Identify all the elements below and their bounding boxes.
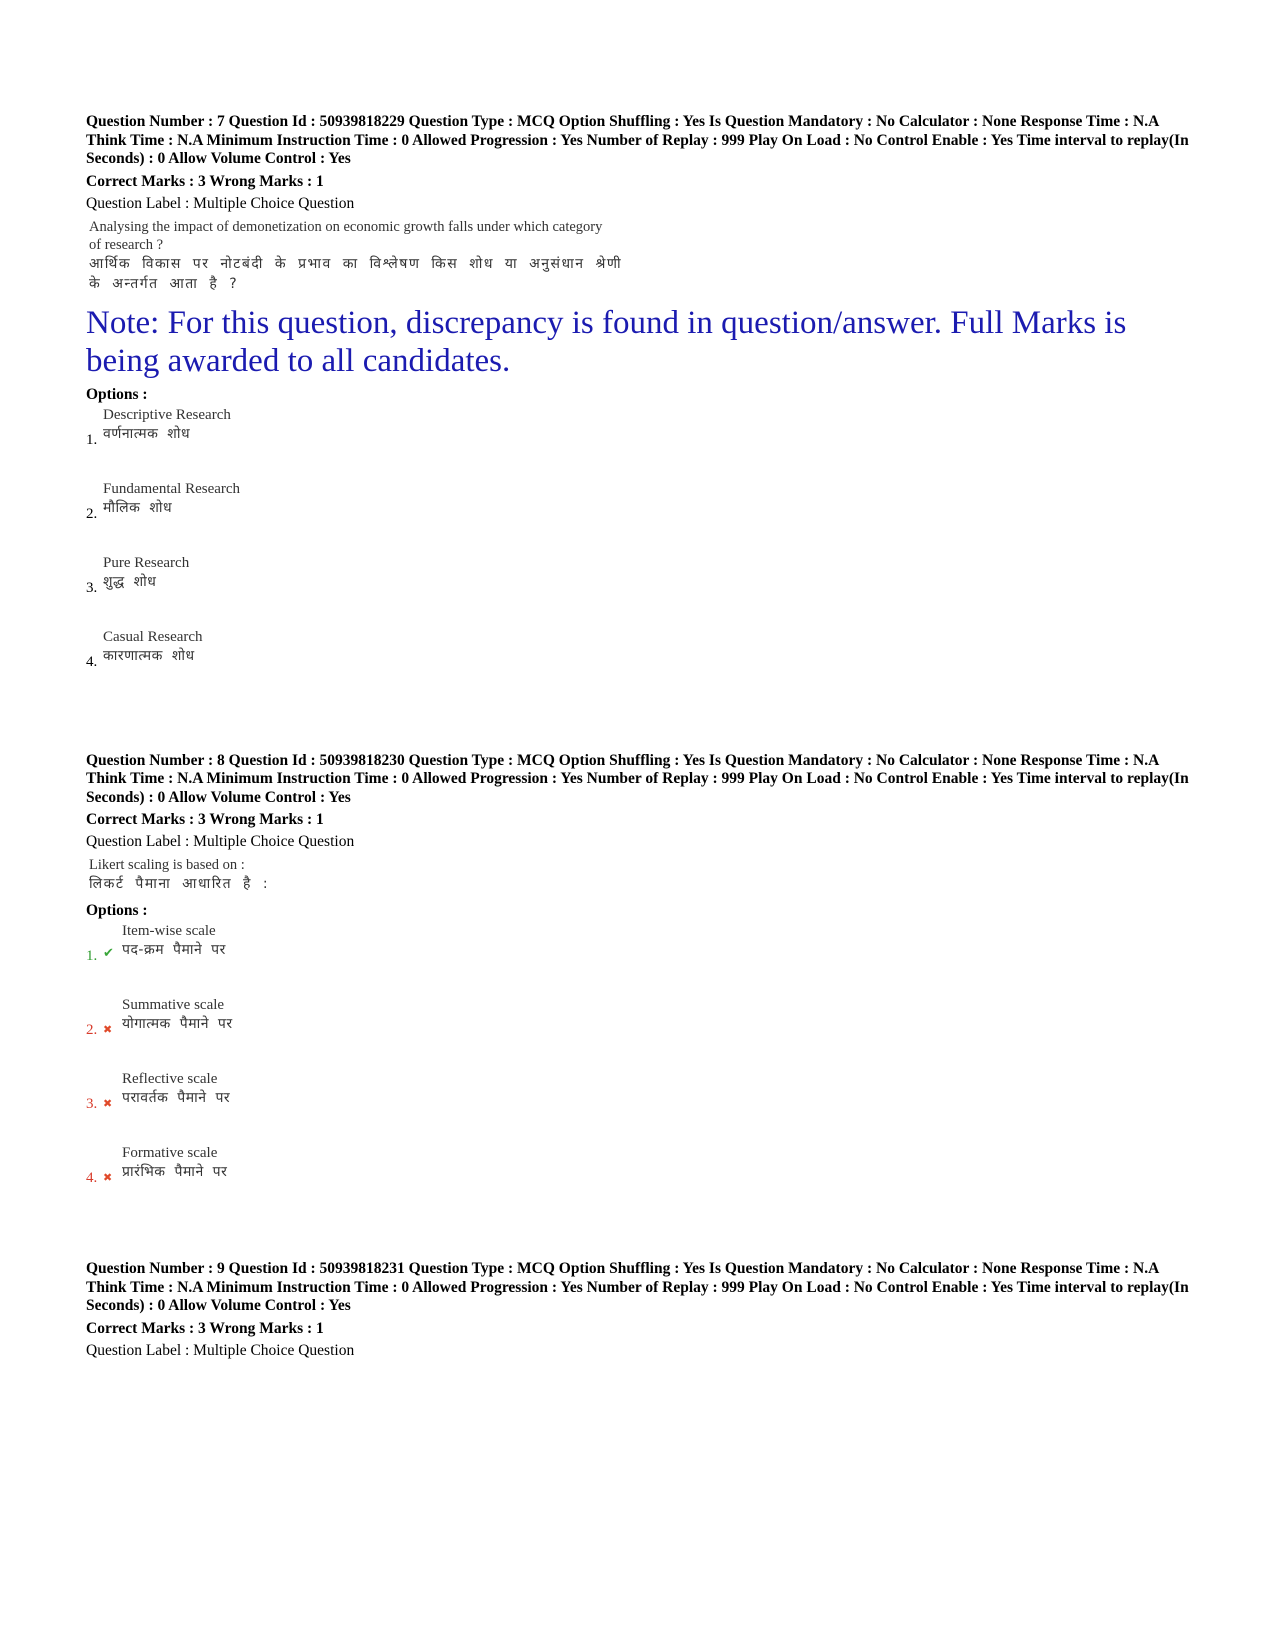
question-label: Question Label : Multiple Choice Question [86, 194, 355, 212]
option-hindi: वर्णनात्मक शोध [103, 425, 191, 442]
stem-english-line-1: Analysing the impact of demonetization on economic growth falls under which category [89, 218, 603, 235]
wrong-cross-icon: ✖ [103, 1023, 113, 1036]
option-number: 4. [86, 1170, 98, 1186]
option-number: 3. [86, 1096, 98, 1112]
option-english: Reflective scale [122, 1071, 218, 1087]
question-paper-page [86, 113, 1196, 1360]
question-spacer [86, 700, 1196, 752]
question-stem [89, 856, 1196, 894]
options-label: Options : [86, 385, 148, 403]
wrong-cross-icon: ✖ [103, 1171, 113, 1184]
stem-hindi-line-2: के अन्तर्गत आता है ? [89, 275, 239, 292]
option-number: 2. [86, 505, 98, 522]
question-header: Question Number : 9 Question Id : 50939818231 Question Type : MCQ Option Shuffling : Yes Is Question Mandatory : No Calculator : None Response Time : N.A Think Time : N.A Minimum Instruction Time : 0 Allowed Progression : Yes Number of Replay : 999 Play On Load : No Control Enable : Yes Time interval to replay(In Seconds) : 0 Allow Volume Control : Yes [86, 1260, 1189, 1314]
option-text [103, 629, 203, 666]
option-english: Formative scale [122, 1145, 218, 1161]
option-item [86, 552, 1196, 626]
option-english: Pure Research [103, 554, 190, 571]
option-english: Fundamental Research [103, 480, 241, 497]
option-item [86, 404, 1196, 478]
question-stem [89, 218, 1196, 294]
option-item [86, 626, 1196, 700]
option-english: Casual Research [103, 628, 203, 645]
question-spacer [86, 1216, 1196, 1260]
question-marks: Correct Marks : 3 Wrong Marks : 1 [86, 811, 324, 828]
option-hindi: पद-क्रम पैमाने पर [122, 942, 226, 958]
option-hindi: प्रारंभिक पैमाने पर [122, 1164, 228, 1180]
option-number: 2. [86, 1022, 98, 1038]
option-english: Descriptive Research [103, 406, 231, 423]
question-7 [86, 113, 1196, 700]
option-text [122, 923, 226, 960]
option-text [122, 1145, 227, 1182]
option-hindi: कारणात्मक शोध [103, 647, 195, 664]
option-item [86, 478, 1196, 552]
option-english: Item-wise scale [122, 923, 216, 939]
option-text [103, 481, 240, 518]
options-label: Options : [86, 902, 148, 919]
option-item [86, 994, 1196, 1068]
question-label: Question Label : Multiple Choice Question [86, 1341, 355, 1359]
option-hindi: परावर्तक पैमाने पर [122, 1090, 231, 1106]
option-number: 1. [86, 431, 98, 448]
option-item [86, 1142, 1196, 1216]
question-header: Question Number : 8 Question Id : 50939818230 Question Type : MCQ Option Shuffling : Yes Is Question Mandatory : No Calculator : None Response Time : N.A Think Time : N.A Minimum Instruction Time : 0 Allowed Progression : Yes Number of Replay : 999 Play On Load : No Control Enable : Yes Time interval to replay(In Seconds) : 0 Allow Volume Control : Yes [86, 751, 1189, 806]
correct-check-icon: ✔ [103, 946, 114, 961]
option-number: 4. [86, 653, 98, 670]
question-9 [86, 1260, 1196, 1360]
question-label: Question Label : Multiple Choice Question [86, 833, 355, 850]
question-8 [86, 752, 1196, 1217]
stem-english-line-2: of research ? [89, 236, 164, 253]
stem-hindi-line-1: लिकर्ट पैमाना आधारित है : [89, 876, 270, 892]
option-number: 1. [86, 948, 98, 964]
option-text [103, 555, 189, 592]
option-english: Summative scale [122, 997, 225, 1013]
stem-english-line-1: Likert scaling is based on : [89, 857, 245, 873]
option-hindi: शुद्ध शोध [103, 573, 157, 590]
question-marks: Correct Marks : 3 Wrong Marks : 1 [86, 1319, 324, 1337]
option-hindi: मौलिक शोध [103, 499, 173, 516]
wrong-cross-icon: ✖ [103, 1097, 113, 1110]
option-item [86, 1068, 1196, 1142]
stem-hindi-line-1: आर्थिक विकास पर नोटबंदी के प्रभाव का विश्लेषण किस शोध या अनुसंधान श्रेणी [89, 255, 623, 272]
option-item [86, 920, 1196, 994]
option-text [103, 407, 231, 444]
question-header: Question Number : 7 Question Id : 50939818229 Question Type : MCQ Option Shuffling : Yes Is Question Mandatory : No Calculator : None Response Time : N.A Think Time : N.A Minimum Instruction Time : 0 Allowed Progression : Yes Number of Replay : 999 Play On Load : No Control Enable : Yes Time interval to replay(In Seconds) : 0 Allow Volume Control : Yes [86, 113, 1189, 167]
option-text [122, 1071, 230, 1108]
option-text [122, 997, 233, 1034]
option-hindi: योगात्मक पैमाने पर [122, 1016, 233, 1032]
discrepancy-note: Note: For this question, discrepancy is found in question/answer. Full Marks is being awarded to all candidates. [86, 304, 1127, 379]
option-number: 3. [86, 579, 98, 596]
question-marks: Correct Marks : 3 Wrong Marks : 1 [86, 172, 324, 190]
